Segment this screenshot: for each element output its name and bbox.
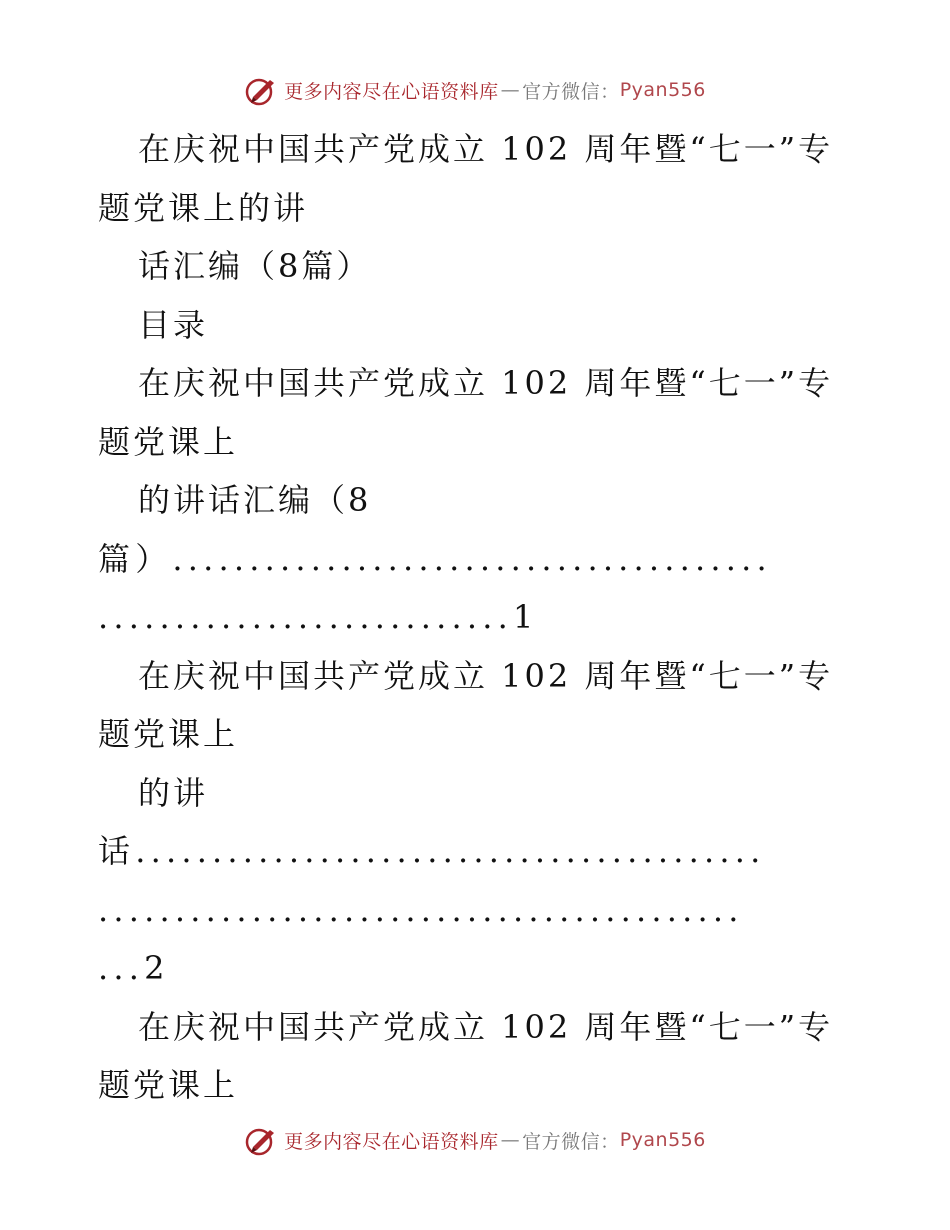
toc-entry-line: 在庆祝中国共产党成立 102 周年暨“七一”专 [138,364,834,402]
doc-title-line: 在庆祝中国共产党成立 102 周年暨“七一”专 [138,130,834,168]
watermark-wechat-label: 官方微信： [522,80,620,103]
toc-heading: 目录 [138,305,209,344]
toc-leader-line: 话......................................... [98,832,766,870]
document-body [98,120,858,1115]
toc-leader-line: ...........................1 [98,598,539,636]
doc-title-line: 题党课上的讲 [98,188,309,227]
pen-in-circle-icon [244,1123,278,1157]
watermark-text: 更多内容尽在心语资料库 [284,80,499,103]
watermark-text: 更多内容尽在心语资料库 [284,1130,499,1153]
watermark-wechat-label: 官方微信： [522,1130,620,1153]
toc-entry-line: 题党课上 [98,1066,239,1104]
toc-leader-line: .......................................... [98,890,744,929]
toc-entry-line: 在庆祝中国共产党成立 102 周年暨“七一”专 [138,1007,834,1046]
watermark-separator: — [500,79,521,101]
watermark-wechat-id: Pyan556 [619,1129,706,1151]
toc-entry-line: 在庆祝中国共产党成立 102 周年暨“七一”专 [138,656,834,695]
watermark-separator: — [500,1129,521,1151]
watermark-wechat-id: Pyan556 [619,79,706,101]
toc-entry-line: 题党课上 [98,715,239,753]
toc-entry-line: 题党课上 [98,422,239,461]
doc-title-line: 话汇编（8篇） [138,247,372,285]
pen-in-circle-icon [244,73,278,107]
watermark-footer [0,1120,950,1160]
toc-leader-line: 篇）....................................... [98,539,772,578]
toc-entry-line: 的讲话汇编（8 [138,481,372,519]
toc-entry-line: 的讲 [138,773,209,812]
toc-leader-line: ...2 [98,949,170,987]
watermark-header [0,70,950,110]
